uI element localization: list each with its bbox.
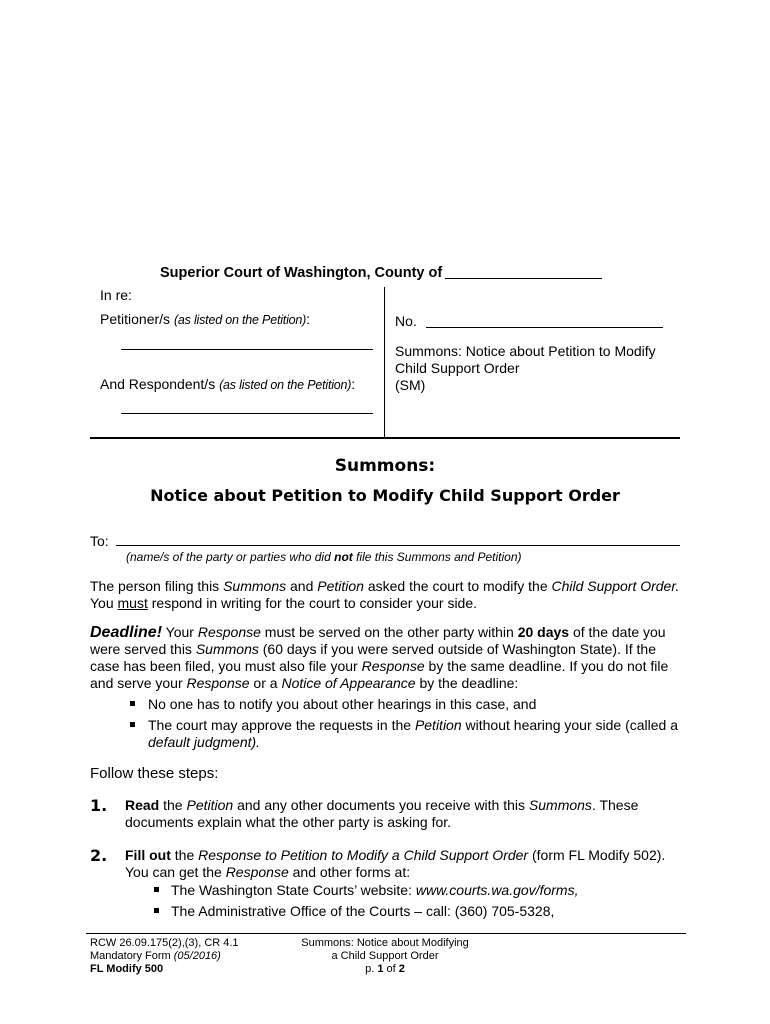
deadline-label: Deadline! xyxy=(90,624,163,641)
bullet-icon xyxy=(154,887,159,892)
respondent-name-line[interactable] xyxy=(121,413,373,414)
deadline-paragraph: Deadline! Your Response must be served on the other party within 20 days of the date you were served this Summons (60 days if you were served outside of Washington State). If the case has been filed, you must also file your Response by the same deadline. If you do not file and serve your Response or a Notice of Appearance by the deadline: xyxy=(90,624,669,691)
list-item-text: The Administrative Office of the Courts – call: (360) 705-5328, xyxy=(171,903,555,919)
case-number-line[interactable] xyxy=(426,327,663,328)
list-item xyxy=(130,696,135,713)
respondent-note: (as listed on the Petition) xyxy=(219,378,352,392)
list-item xyxy=(154,903,159,920)
step-number-1: 1. xyxy=(90,796,108,815)
steps-heading: Follow these steps: xyxy=(90,765,219,782)
petitioner-label-row: Petitioner/s (as listed on the Petition): xyxy=(100,311,311,327)
in-re-label: In re: xyxy=(100,287,132,303)
document-title: Summons: Notice about Petition to Modify Child Support Order (SM) xyxy=(395,343,656,393)
court-title: Superior Court of Washington, County of xyxy=(160,263,602,281)
bullet-icon xyxy=(130,722,135,727)
to-label: To: xyxy=(90,533,109,549)
respondent-label-row: And Respondent/s (as listed on the Petition): xyxy=(100,376,356,392)
step-number-2: 2. xyxy=(90,846,108,865)
step-2-text: Fill out the Response to Petition to Modify a Child Support Order (form FL Modify 502). You can get the Response and other forms at: xyxy=(125,847,666,880)
case-number-label: No. xyxy=(395,313,417,329)
page-number: p. 1 of 2 xyxy=(365,963,405,975)
county-blank[interactable] xyxy=(445,263,602,279)
bullet-icon xyxy=(154,908,159,913)
list-item-text: No one has to notify you about other hearings in this case, and xyxy=(148,696,537,712)
list-item-text: The Washington State Courts’ website: www.courts.wa.gov/forms, xyxy=(171,882,579,898)
footer-left: RCW 26.09.175(2),(3), CR 4.1 Mandatory Form (05/2016) FL Modify 500 xyxy=(90,937,239,975)
caption-divider-vertical xyxy=(384,287,385,438)
intro-paragraph: The person filing this Summons and Petition asked the court to modify the Child Support Order. You must respond in writing for the court to consider your side. xyxy=(90,578,680,611)
petitioner-note: (as listed on the Petition) xyxy=(173,313,307,327)
document-code: (SM) xyxy=(395,377,426,393)
list-item-text: The court may approve the requests in the Petition without hearing your side (called a default judgment). xyxy=(148,717,678,750)
courts-website-link[interactable]: www.courts.wa.gov/forms, xyxy=(415,882,579,898)
page-title: Summons: xyxy=(334,456,436,476)
list-item xyxy=(154,882,159,899)
petitioner-name-line[interactable] xyxy=(121,349,373,350)
list-item xyxy=(130,717,135,734)
bullet-icon xyxy=(130,701,135,706)
footer-center: Summons: Notice about Modifying a Child Support Order p. 1 of 2 xyxy=(285,937,485,976)
footer-divider xyxy=(86,933,686,934)
to-note: (name/s of the party or parties who did not file this Summons and Petition) xyxy=(126,550,522,564)
to-name-line[interactable] xyxy=(116,545,680,546)
page-subtitle: Notice about Petition to Modify Child Support Order xyxy=(150,486,620,505)
caption-divider-horizontal xyxy=(90,437,680,439)
step-1-text: Read the Petition and any other documents you receive with this Summons. These documents explain what the other party is asking for. xyxy=(125,797,639,830)
